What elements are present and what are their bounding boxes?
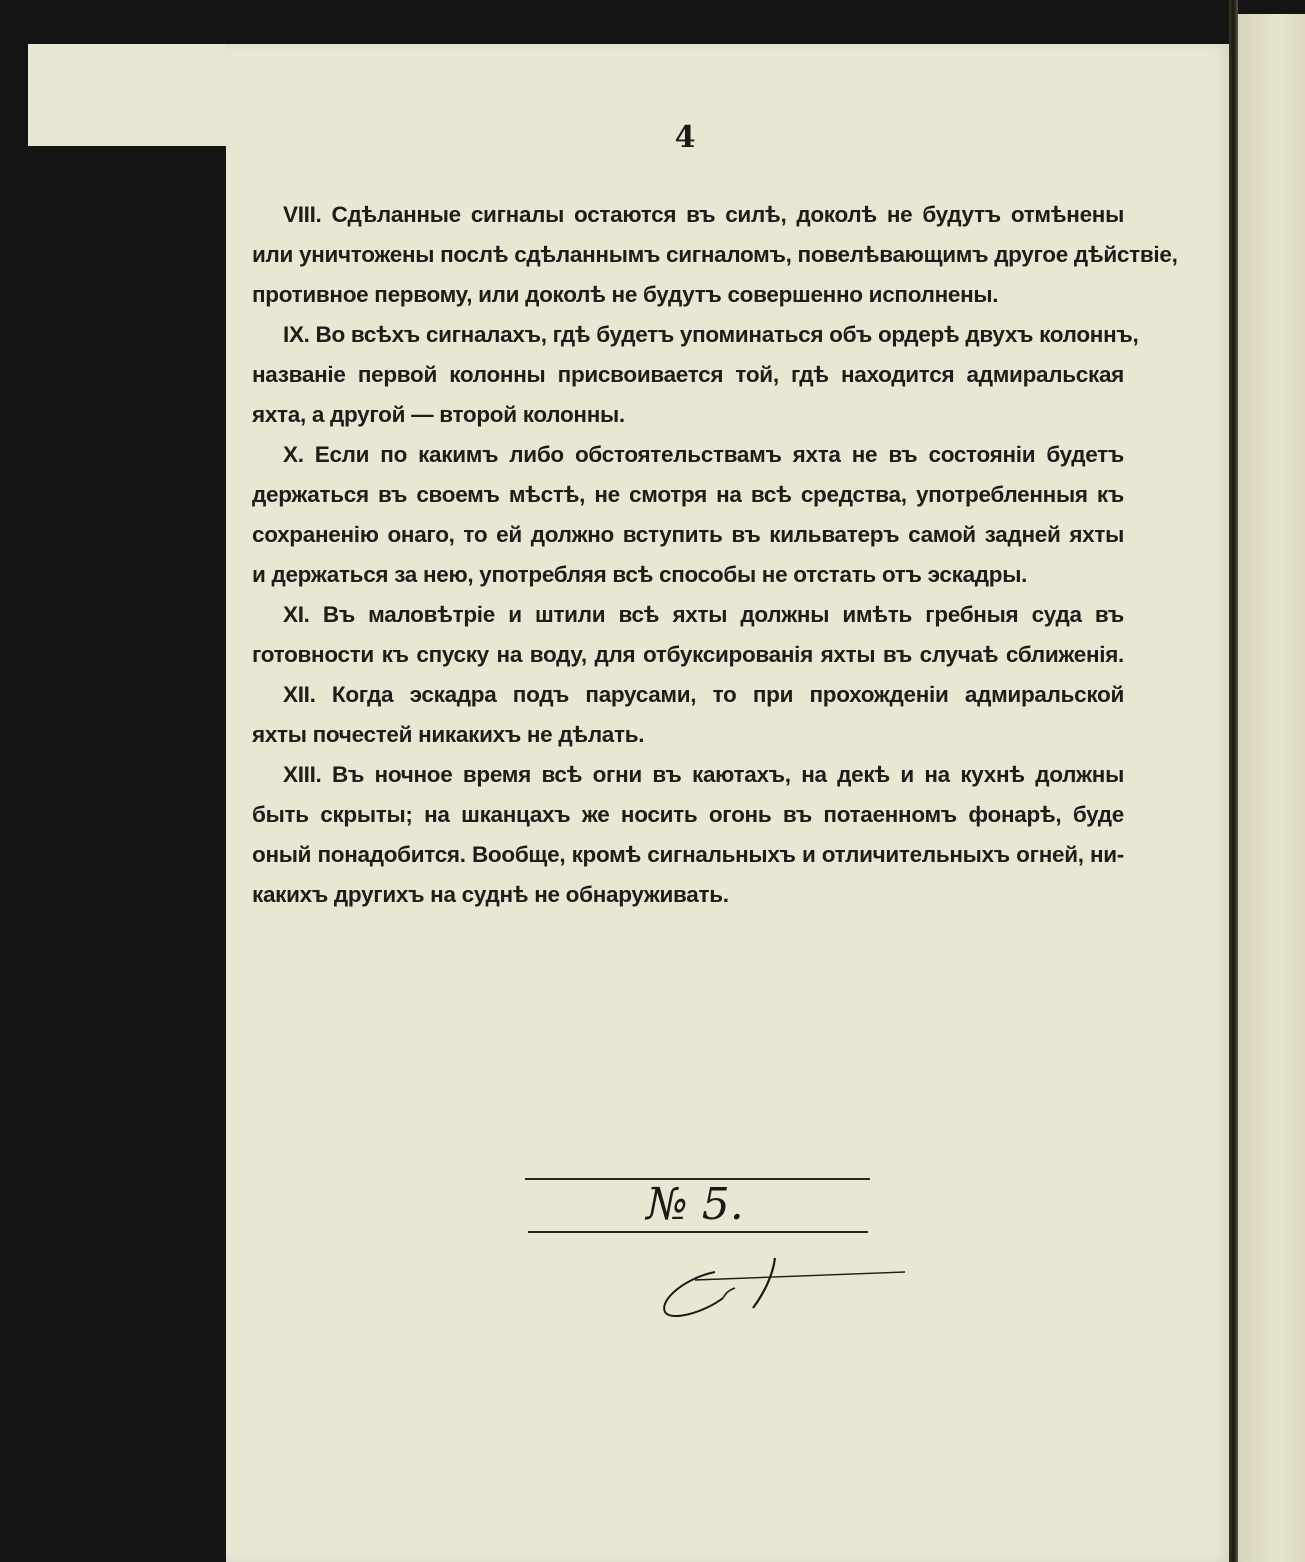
text-line: XII. Когда эскадра подъ парусами, то при прохожденіи адмиральской [283,682,1124,707]
handwritten-number: № 5. [646,1179,744,1230]
book-gutter [1229,0,1238,1562]
text-line: XIII. Въ ночное время всѣ огни въ каютахъ, на декѣ и на кухнѣ должны [283,762,1124,787]
facing-page-edge [1238,14,1305,1562]
text-line: быть скрыты; на шканцахъ же носить огонь въ потаенномъ фонарѣ, буде [252,802,1124,827]
text-line: какихъ другихъ на суднѣ не обнаруживать. [252,882,729,907]
text-line: или уничтожены послѣ сдѣланнымъ сигналомъ, повелѣвающимъ другое дѣйствіе, [252,242,1178,267]
text-line: и держаться за нею, употребляя всѣ способы не отстать отъ эскадры. [252,562,1028,587]
text-line: VIII. Сдѣланные сигналы остаются въ силѣ, доколѣ не будутъ отмѣнены [283,202,1124,227]
text-line: сохраненію онаго, то ей должно вступить въ кильватеръ самой задней яхты [252,522,1124,547]
text-line: названіе первой колонны присвоивается той, гдѣ находится адмиральская [252,362,1124,387]
handwritten-signature [655,1250,915,1330]
text-line: X. Если по какимъ либо обстоятельствамъ яхта не въ состояніи будетъ [283,442,1124,467]
paragraph-ix [252,315,1139,435]
divider-rule [528,1231,868,1233]
paragraph-x [252,435,1124,595]
text-line: готовности къ спуску на воду, для отбуксированія яхты въ случаѣ сближенія. [252,642,1124,667]
page-number: 4 [674,120,696,155]
paragraph-xii [252,675,1124,755]
paragraph-xi [252,595,1124,675]
text-line: противное первому, или доколѣ не будутъ совершенно исполнены. [252,282,999,307]
text-line: оный понадобится. Вообще, кромѣ сигнальныхъ и отличительныхъ огней, ни- [252,842,1124,867]
text-line: держаться въ своемъ мѣстѣ, не смотря на всѣ средства, употребленныя къ [252,482,1124,507]
paragraph-xiii [252,755,1124,915]
text-line: IX. Во всѣхъ сигналахъ, гдѣ будетъ упоминаться объ ордерѣ двухъ колоннъ, [283,322,1139,347]
text-line: яхта, а другой — второй колонны. [252,402,625,427]
text-line: XI. Въ маловѣтріе и штили всѣ яхты должны имѣть гребныя суда въ [283,602,1124,627]
body-text [252,195,1178,915]
paragraph-viii [252,195,1178,315]
text-line: яхты почестей никакихъ не дѣлать. [252,722,645,747]
